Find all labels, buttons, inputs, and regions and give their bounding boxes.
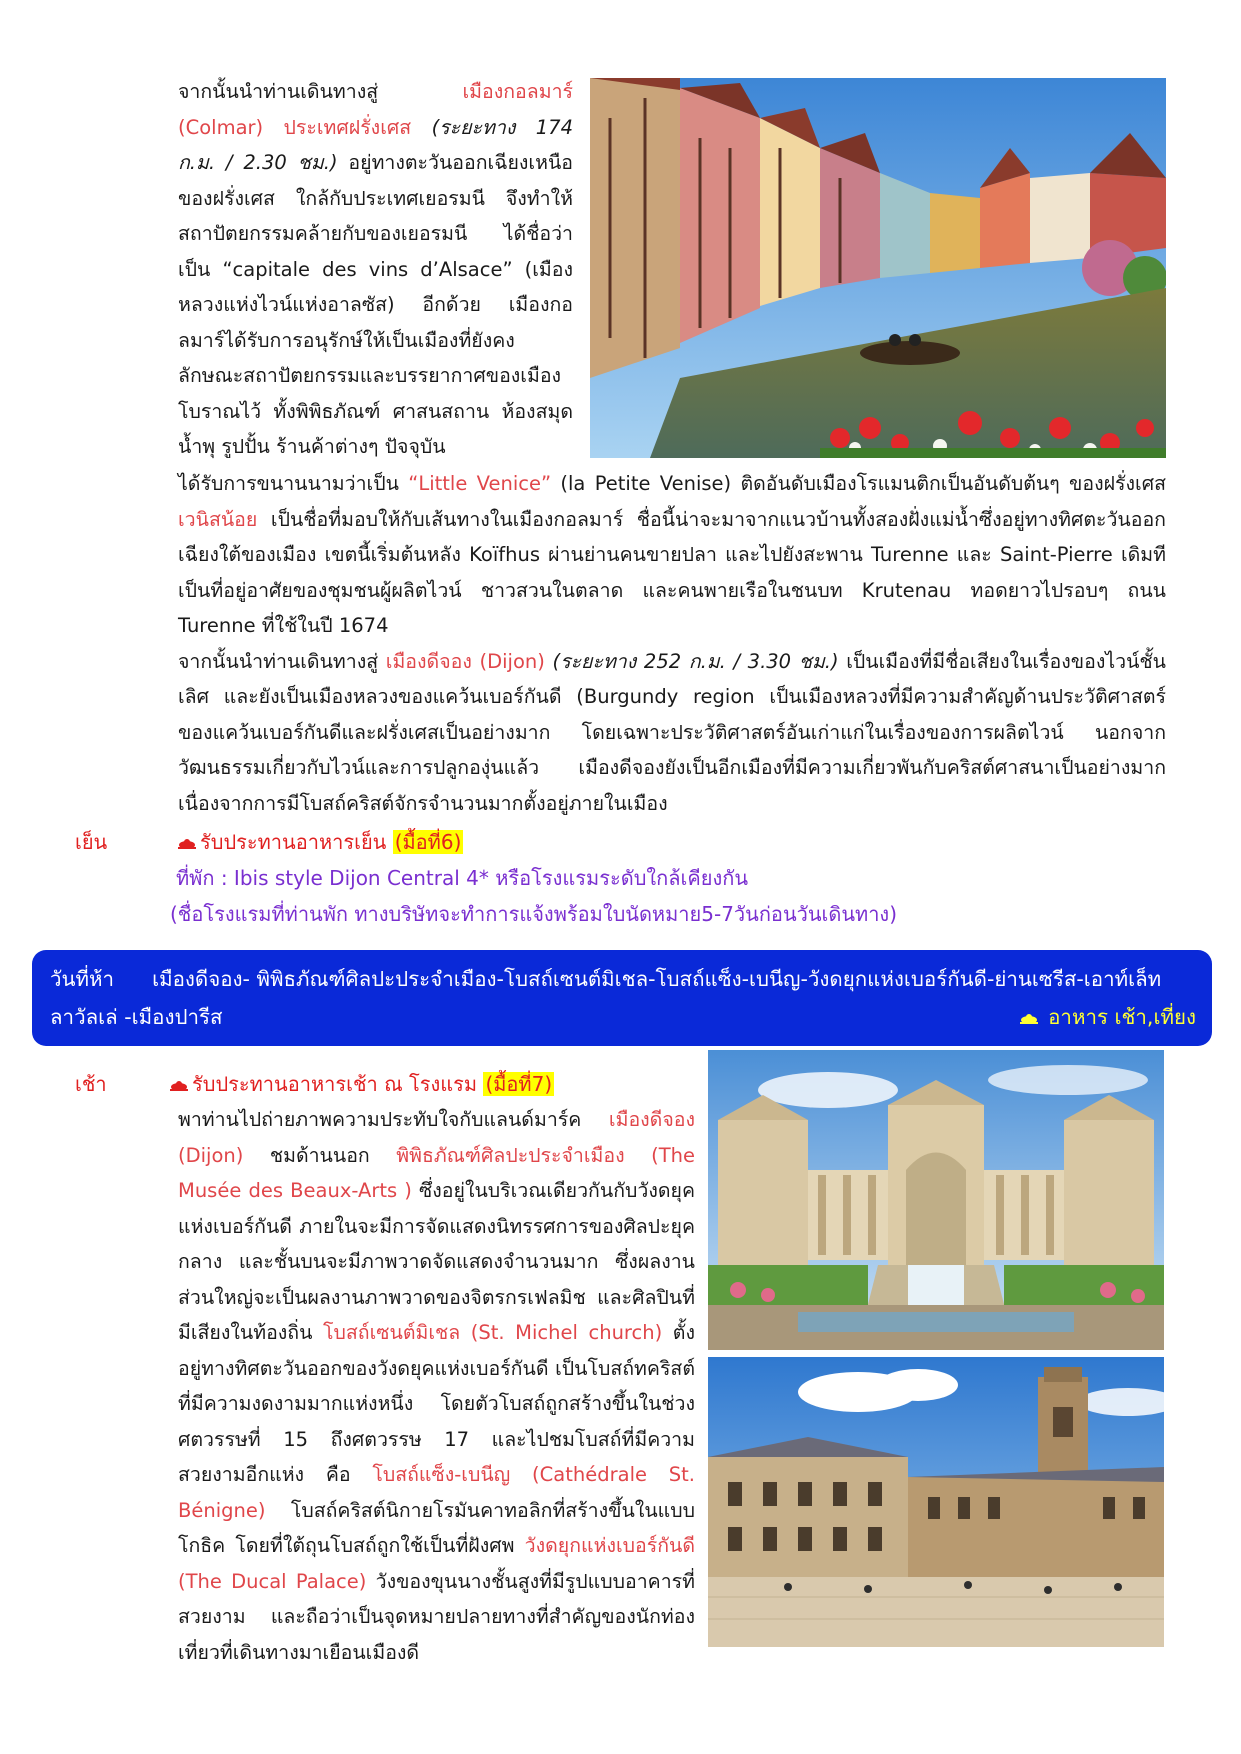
museum-photo [708, 1050, 1164, 1350]
dinner-text: รับประทานอาหารเย็น [200, 830, 393, 854]
morning-text-4: ตั้งอยู่ทางทิศตะวันออกของวังดยุคแห่งเบอร์กันดี เป็นโบสถ์ทคริสต์ที่มีความงดงามมากแห่งหนึ่ง โดยตัวโบสถ์ถูกสร้างขึ้นในช่วงศตวรรษที่ 15 ถึงศตวรรษ 17 และไปชมโบสถ์ที่มีความสวยงามอีกแห่ง คือ [178, 1321, 695, 1486]
dish-icon [1020, 999, 1038, 1013]
morning-text-2: ชมด้านนอก [243, 1143, 397, 1167]
ducal-palace-name: วังดยุกแห่งเบอร์กันดี (The Ducal Palace) [178, 1534, 695, 1593]
morning-text-6: วังของขุนนางชั้นสูงที่มีรูปแบบอาคารที่สวยงาม และถือว่าเป็นจุดหมายปลายทางที่สำคัญของนักท่องเที่ยวที่เดินทางมาเยือนเมืองดี [178, 1569, 695, 1664]
dijon-name: เมืองดีจอง (Dijon) [385, 649, 545, 673]
meals-text: อาหาร เช้า,เที่ยง [1048, 1005, 1196, 1029]
venice-thai: เวนิสน้อย [178, 507, 258, 531]
day-label: วันที่ห้า [50, 967, 115, 991]
museum-name: พิพิธภัณฑ์ศิลปะประจำเมือง (The Musée des Beaux-Arts ) [178, 1143, 695, 1202]
morning-paragraph [178, 1102, 695, 1670]
day5-banner [32, 950, 1212, 1046]
dijon-intro: จากนั้นนำท่านเดินทางสู่ [178, 649, 386, 673]
benigne-name: โบสถ์แซ็ง-เบนีญ (Cathédrale St. Bénigne) [178, 1463, 695, 1522]
morning-dijon: เมืองดีจอง (Dijon) [178, 1108, 695, 1167]
breakfast-text: รับประทานอาหารเช้า ณ โรงแรม [192, 1072, 484, 1096]
breakfast-meal-number: (มื้อที่7) [485, 1072, 553, 1096]
day-route-2: ลาวัลเล่ -เมืองปารีส [50, 1005, 223, 1029]
dinner-meal-number: (มื้อที่6) [394, 830, 462, 854]
hotel-name: ที่พัก : Ibis style Dijon Central 4* หรือโรงแรมระดับใกล้เคียงกัน [176, 866, 749, 890]
day-route: เมืองดีจอง- พิพิธภัณฑ์ศิลปะประจำเมือง-โบสถ์เซนต์มิเชล-โบสถ์แซ็ง-เบนีญ-วังดยุกแห่งเบอร์กันดี-ย่านเซรีส-เอาท์เล็ท [152, 967, 1162, 991]
dish-icon [178, 831, 196, 845]
colmar-description: อยู่ทางตะวันออกเฉียงเหนือของฝรั่งเศส ใกล้กับประเทศเยอรมนี จึงทำให้สถาปัตยกรรมคล้ายกับของเยอรมนี ได้ชื่อว่าเป็น “capitale des vins d’Alsace” (เมืองหลวงแห่งไวน์แห่งอาลซัส) อีกด้วย เมืองกอลมาร์ได้รับการอนุรักษ์ให้เป็นเมืองที่ยังคงลักษณะสถาปัตยกรรมและบรรยากาศของเมืองโบราณไว้ ทั้งพิพิธภัณฑ์ ศาสนสถาน ห้องสมุด น้ำพุ รูปปั้น ร้านค้าต่างๆ ปัจจุบัน [178, 151, 573, 458]
dijon-distance: (ระยะทาง 252 ก.ม. / 3.30 ชม.) [544, 649, 839, 673]
hotel-note: (ชื่อโรงแรมที่ท่านพัก ทางบริษัทจะทำการแจ้งพร้อมใบนัดหมาย5-7วันก่อนวันเดินทาง) [170, 902, 897, 926]
colmar-paragraph-continued [178, 466, 1166, 821]
colmar-text-3: (la Petite Venise) ติดอันดับเมืองโรแมนติกเป็นอันดับต้นๆ ของฝรั่งเศส [551, 472, 1166, 495]
morning-text-3: ซึ่งอยู่ในบริเวณเดียวกันกับวังดยุคแห่งเบอร์กันดี ภายในจะมีการจัดแสดงนิทรรศการของศิลปะยุคกลาง และชั้นบนจะมีภาพวาดจัดแสดงจำนวนมาก ซึ่งผลงานส่วนใหญ่จะเป็นผลงานภาพวาดของจิตรกรเฟลมิช และศิลปินที่มีเสียงในท้องถิ่น [178, 1179, 695, 1344]
ducal-palace-photo [708, 1357, 1164, 1647]
colmar-distance: (ระยะทาง 174 ก.ม. / 2.30 ชม.) [178, 115, 573, 174]
colmar-paragraph [178, 74, 573, 465]
michel-church-name: โบสถ์เซนต์มิเชล (St. Michel church) [323, 1321, 663, 1344]
dinner-line [178, 826, 463, 858]
little-venice: “Little Venice” [408, 472, 552, 495]
colmar-link-name: เมืองกอลมาร์ (Colmar) ประเทศฝรั่งเศส [178, 80, 573, 139]
evening-label: เย็น [75, 830, 108, 854]
colmar-text-4: เป็นชื่อที่มอบให้กับเส้นทางในเมืองกอลมาร์ ชื่อนี้น่าจะมาจากแนวบ้านทั้งสองฝั่งแม่น้ำซึ่งอยู่ทางทิศตะวันออกเฉียงใต้ของเมือง เขตนี้เริ่มต้นหลัง Koïfhus ผ่านย่านคนขายปลา และไปยังสะพาน Turenne และ Saint-Pierre เดิมทีเป็นที่อยู่อาศัยของชุมชนผู้ผลิตไวน์ ชาวสวนในตลาด และคนพายเรือในชนบท Krutenau ทอดยาวไปรอบๆ ถนน Turenne ที่ใช้ในปี 1674 [178, 507, 1166, 637]
morning-label: เช้า [75, 1072, 107, 1096]
breakfast-line [170, 1068, 554, 1100]
dish-icon [170, 1073, 188, 1087]
colmar-text-2: ได้รับการขนานนามว่าเป็น [178, 472, 409, 495]
morning-text-1: พาท่านไปถ่ายภาพความประทับใจกับแลนด์มาร์ค [178, 1108, 609, 1131]
morning-text-5: โบสถ์คริสต์นิกายโรมันคาทอลิกที่สร้างขึ้นในแบบโกธิค โดยที่ใต้ถุนโบสถ์ถูกใช้เป็นที่ฝังศพ [178, 1498, 695, 1557]
intro-text: จากนั้นนำท่านเดินทางสู่ [178, 80, 463, 103]
day-meals [1020, 998, 1196, 1036]
colmar-photo [590, 78, 1166, 458]
dijon-description: เป็นเมืองที่มีชื่อเสียงในเรื่องของไวน์ชั้นเลิศ และยังเป็นเมืองหลวงของแคว้นเบอร์กันดี (Burgundy region เป็นเมืองหลวงที่มีความสำคัญด้านประวัติศาสตร์ของแคว้นเบอร์กันดีและฝรั่งเศสเป็นอย่างมาก โดยเฉพาะประวัติศาสตร์อันเก่าแก่ในเรื่องของการผลิตไวน์ นอกจากวัฒนธรรมเกี่ยวกับไวน์และการปลูกองุ่นแล้ว เมืองดีจองยังเป็นอีกเมืองที่มีความเกี่ยวพันกับคริสต์ศาสนาเป็นอย่างมาก เนื่องจากการมีโบสถ์คริสต์จักรจำนวนมากตั้งอยู่ภายในเมือง [178, 649, 1166, 815]
